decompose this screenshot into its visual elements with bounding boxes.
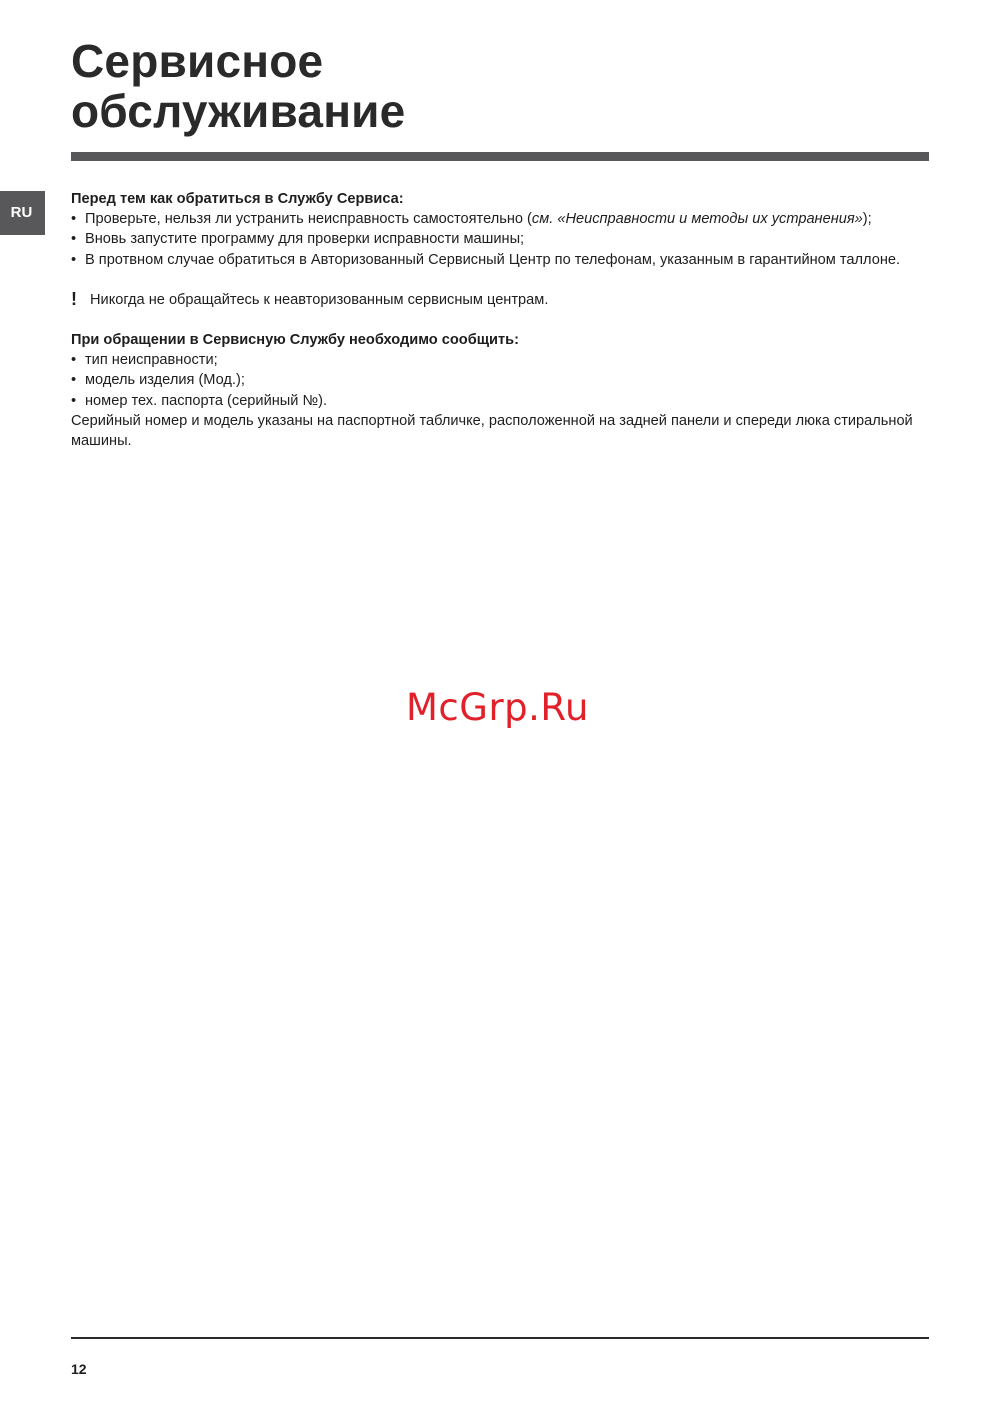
list-item (71, 370, 931, 390)
list-item-text: Проверьте, нельзя ли устранить неисправность самостоятельно ( (85, 211, 532, 228)
list-item (71, 229, 931, 249)
watermark-logo: McGrp.Ru (406, 686, 589, 729)
bullet-icon: • (71, 372, 77, 389)
title-divider (71, 152, 929, 161)
section-contact-heading: При обращении в Сервисную Службу необходимо сообщить: (71, 332, 519, 349)
page-number: 12 (71, 1361, 87, 1377)
warning-text: Никогда не обращайтесь к неавторизованным сервисным центрам. (90, 291, 549, 308)
serial-number-note: Серийный номер и модель указаны на паспортной табличке, расположенной на задней панели и спереди люка стиральной машины. (71, 412, 913, 450)
contact-info-list (71, 350, 931, 411)
footer-divider (71, 1337, 929, 1339)
list-item-reference: см. «Неисправности и методы их устранения» (531, 211, 863, 228)
bullet-icon: • (71, 211, 77, 228)
bullet-icon: • (71, 392, 77, 409)
list-item-text: модель изделия (Мод.); (85, 372, 245, 389)
bullet-icon: • (71, 231, 77, 248)
page-title-line-2: обслуживание (71, 85, 406, 137)
warning-icon: ! (71, 288, 77, 309)
list-item (71, 250, 931, 270)
bullet-icon: • (71, 352, 77, 369)
list-item (71, 391, 931, 411)
list-item-text: номер тех. паспорта (серийный №). (85, 392, 328, 409)
main-content (71, 189, 931, 451)
list-item-text-end: ); (862, 211, 872, 228)
page-title (71, 36, 405, 136)
warning-note (71, 290, 931, 310)
list-item-text: Вновь запустите программу для проверки исправности машины; (85, 231, 525, 248)
language-tab: RU (0, 191, 45, 235)
bullet-icon: • (71, 251, 77, 268)
list-item (71, 350, 931, 370)
page-title-line-1: Сервисное (71, 35, 324, 87)
list-item-text: В протвном случае обратиться в Авторизованный Сервисный Центр по телефонам, указанным в гарантийном таллоне. (85, 251, 901, 268)
before-service-list (71, 209, 931, 270)
list-item (71, 209, 931, 229)
list-item-text: тип неисправности; (85, 352, 218, 369)
section-before-service-heading: Перед тем как обратиться в Службу Сервиса: (71, 191, 404, 207)
